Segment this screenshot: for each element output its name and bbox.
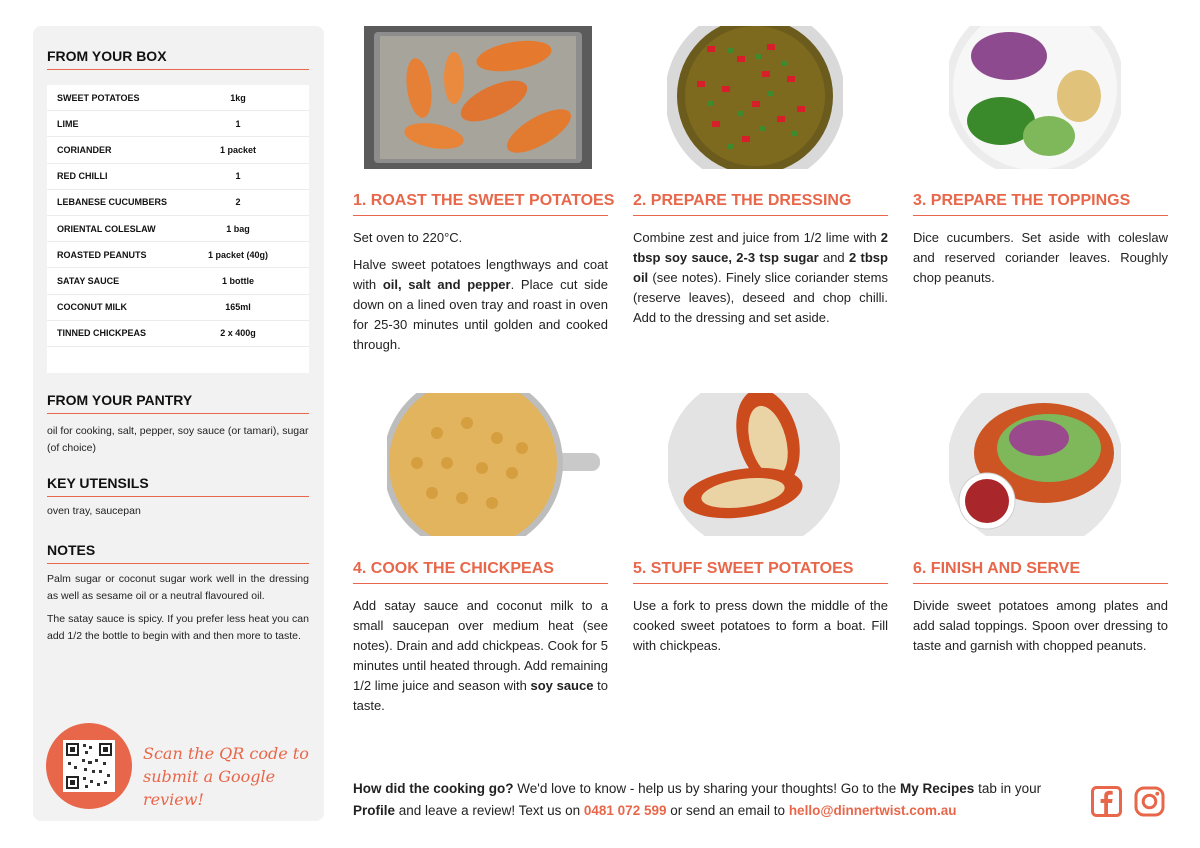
utensils-text: oven tray, saucepan (47, 505, 141, 517)
stuffed-sweet-potatoes-photo (668, 393, 840, 536)
ingredient-name: ROASTED PEANUTS (57, 249, 147, 260)
table-row (47, 190, 309, 216)
note-item: The satay sauce is spicy. If you prefer less heat you can add 1/2 the bottle to begin with and then more to taste. (47, 613, 309, 642)
table-row (47, 164, 309, 190)
ingredient-qty: 2 (235, 197, 241, 208)
ingredient-name: COCONUT MILK (57, 302, 127, 313)
step-1-line: Halve sweet potatoes lengthways and coat with oil, salt and pepper. Place cut side down on a lined oven tray and roast in oven for 25-30 minutes until golden and cooked through. (353, 257, 609, 352)
notes-heading: NOTES (47, 542, 309, 564)
step-3-title: 3. PREPARE THE TOPPINGS (913, 192, 1168, 216)
ingredient-qty: 1 packet (40g) (207, 249, 269, 260)
table-row (47, 137, 309, 163)
ingredient-qty: 1 (235, 118, 241, 129)
pantry-text: oil for cooking, salt, pepper, soy sauce (or tamari), sugar (of choice) (47, 425, 309, 454)
table-row (47, 216, 309, 242)
box-ingredients-table (47, 85, 309, 373)
ingredient-qty: 1kg (230, 92, 246, 103)
step-1-body (353, 228, 608, 362)
step-2-body (633, 228, 888, 335)
step-4-line: Add satay sauce and coconut milk to a small saucepan over medium heat (see notes). Drain and add chickpeas. Cook for 5 minutes until heated through. Add remaining 1/2 lime juice and season with soy sauce to taste. (353, 598, 608, 713)
ingredient-name: SWEET POTATOES (57, 92, 140, 103)
step-4-body (353, 596, 608, 723)
table-row (47, 268, 309, 294)
qr-code-icon[interactable] (63, 740, 115, 792)
utensils-heading: KEY UTENSILS (47, 475, 309, 497)
step-2-title: 2. PREPARE THE DRESSING (633, 192, 888, 216)
toppings-photo (949, 26, 1121, 169)
chickpeas-saucepan-photo (387, 393, 600, 536)
step-4-title: 4. COOK THE CHICKPEAS (353, 560, 608, 584)
table-row (47, 295, 309, 321)
step-5-body (633, 596, 888, 663)
ingredient-qty: 1 bottle (221, 275, 254, 286)
ingredient-name: TINNED CHICKPEAS (57, 328, 147, 339)
table-row (47, 242, 309, 268)
table-row (47, 321, 309, 347)
qr-badge (46, 723, 132, 809)
ingredient-name: RED CHILLI (57, 171, 108, 182)
step-6-line: Divide sweet potatoes among plates and add salad toppings. Spoon over dressing to taste and garnish with chopped peanuts. (913, 598, 1168, 653)
step-6-body (913, 596, 1168, 663)
ingredient-qty: 1 packet (219, 144, 257, 155)
step-6-title: 6. FINISH AND SERVE (913, 560, 1168, 584)
qr-review-caption: Scan the QR code to submit a Google review! (143, 744, 309, 809)
table-row (47, 111, 309, 137)
footer-question: How did the cooking go? (353, 781, 514, 796)
dressing-photo (667, 26, 843, 169)
ingredient-name: LEBANESE CUCUMBERS (57, 197, 168, 208)
note-item: Palm sugar or coconut sugar work well in the dressing as well as sesame oil or a neutral flavoured oil. (47, 573, 309, 602)
roasted-sweet-potatoes-photo (364, 26, 592, 169)
step-3-body (913, 228, 1168, 295)
ingredient-name: ORIENTAL COLESLAW (57, 223, 156, 234)
facebook-icon[interactable] (1091, 786, 1122, 817)
table-row (47, 85, 309, 111)
profile-link[interactable]: Profile (353, 803, 396, 818)
step-2-line: Combine zest and juice from 1/2 lime with 2 tbsp soy sauce, 2-3 tsp sugar and 2 tbsp oil (see notes). Finely slice coriander stems (reserve leaves), deseed and chop chilli. Add to the dressing and set aside. (633, 230, 888, 325)
step-1-title: 1. ROAST THE SWEET POTATOES (353, 192, 608, 216)
notes-text (47, 571, 309, 651)
email-link[interactable]: hello@dinnertwist.com.au (788, 803, 957, 818)
step-1-line: Set oven to 220°C. (353, 230, 463, 245)
ingredient-name: LIME (57, 118, 79, 129)
finished-dish-photo (949, 393, 1121, 536)
ingredient-qty: 165ml (225, 302, 251, 313)
step-5-title: 5. STUFF SWEET POTATOES (633, 560, 888, 584)
feedback-footer: How did the cooking go? We'd love to know - help us by sharing your thoughts! Go to the My Recipes tab in your Profile and leave a review! Text us on 0481 072 599 or send an email to hello@dinnertwist.com.au (353, 781, 1042, 818)
ingredient-qty: 1 (235, 171, 241, 182)
step-3-line: Dice cucumbers. Set aside with coleslaw and reserved coriander leaves. Roughly chop peanuts. (913, 230, 1168, 285)
from-box-heading: FROM YOUR BOX (47, 48, 309, 70)
my-recipes-link[interactable]: My Recipes (900, 781, 975, 796)
ingredient-name: CORIANDER (57, 144, 112, 155)
ingredient-qty: 1 bag (226, 223, 250, 234)
ingredients-panel (33, 26, 324, 821)
instagram-icon[interactable] (1134, 786, 1165, 817)
phone-link[interactable]: 0481 072 599 (583, 803, 667, 818)
ingredient-qty: 2 x 400g (220, 328, 256, 339)
step-5-line: Use a fork to press down the middle of the cooked sweet potatoes to form a boat. Fill with chickpeas. (633, 598, 888, 653)
ingredient-name: SATAY SAUCE (57, 275, 120, 286)
pantry-heading: FROM YOUR PANTRY (47, 392, 309, 414)
